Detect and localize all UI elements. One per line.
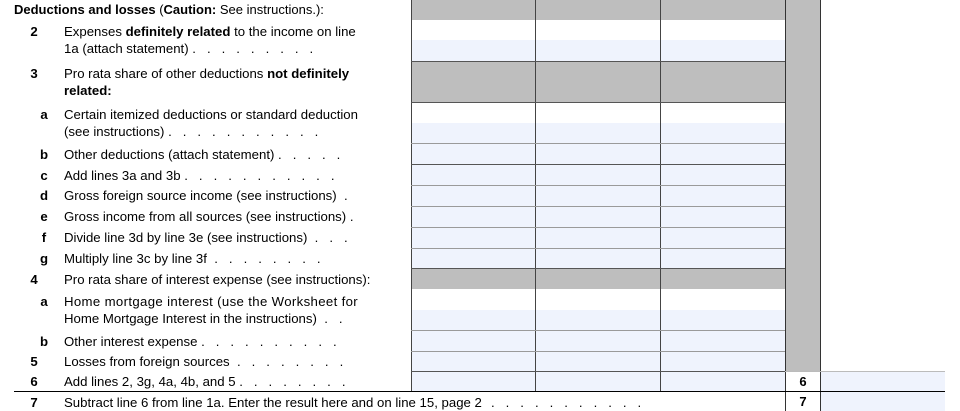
row-rule — [411, 371, 785, 372]
line-2-label — [64, 23, 400, 57]
line-3f-col-c-input[interactable] — [661, 228, 785, 248]
leader-dots: . . . . . . . . . . . — [164, 124, 319, 139]
row-rule — [411, 143, 785, 144]
line-4-label — [64, 271, 400, 288]
line-3e-col-b-input[interactable] — [536, 207, 660, 227]
text: 1a (attach statement) — [64, 41, 189, 56]
line-3e-col-a-input[interactable] — [411, 207, 535, 227]
row-rule — [411, 164, 785, 165]
text: Add lines 2, 3g, 4a, 4b, and 5 — [64, 374, 236, 389]
line-number: 5 — [30, 354, 38, 369]
row-rule — [411, 227, 785, 228]
row-rule — [411, 330, 785, 331]
line-2-col-c-input[interactable] — [661, 40, 785, 61]
line-5-label — [64, 353, 400, 370]
leader-dots: . — [346, 209, 354, 224]
line-3f-col-b-input[interactable] — [536, 228, 660, 248]
row-rule — [411, 268, 785, 269]
row-rule — [411, 102, 785, 103]
row-rule — [411, 351, 785, 352]
section-header — [14, 2, 324, 17]
line-3f-label — [64, 229, 400, 246]
line-5-col-a-input[interactable] — [411, 352, 535, 371]
header-paren: ( — [155, 2, 164, 17]
line-6-box-label: 6 — [785, 372, 821, 392]
amount-columns — [411, 0, 785, 392]
line-number: 3 — [30, 66, 38, 81]
line-3d-col-c-input[interactable] — [661, 186, 785, 206]
column-divider — [660, 0, 661, 392]
text: Other deductions (attach statement) — [64, 147, 275, 162]
text: Certain itemized deductions or standard deduction — [64, 107, 358, 122]
line-4b-col-b-input[interactable] — [536, 331, 660, 351]
leader-dots: . . — [316, 311, 343, 326]
line-6-col-b-input[interactable] — [536, 372, 660, 391]
line-number: 6 — [30, 374, 38, 389]
line-number: 4 — [30, 272, 38, 287]
leader-dots: . . . — [307, 230, 348, 245]
line-3g-col-a-input[interactable] — [411, 249, 535, 268]
line-4a-col-b-input[interactable] — [536, 310, 660, 330]
line-5-col-c-input[interactable] — [661, 352, 785, 371]
shaded-row — [411, 61, 785, 102]
text: Home mortgage interest (use the Worksheet for — [64, 294, 359, 309]
header-title: Deductions and losses — [14, 2, 156, 17]
text: Losses from foreign sources — [64, 354, 230, 369]
text: Home Mortgage Interest in the instructions) — [64, 311, 317, 326]
bold-text: not definitely — [267, 66, 350, 81]
line-3f-col-a-input[interactable] — [411, 228, 535, 248]
text: Pro rata share of other deductions — [64, 66, 268, 81]
text: Add lines 3a and 3b — [64, 168, 181, 183]
text: Multiply line 3c by line 3f — [64, 251, 207, 266]
leader-dots: . . . . . . . . . . . — [180, 168, 335, 183]
text: Other interest expense — [64, 334, 198, 349]
line-3a-col-c-input[interactable] — [661, 123, 785, 143]
line-letter: c — [40, 168, 48, 183]
leader-dots: . . . . . . . . — [235, 374, 346, 389]
line-3c-col-c-input[interactable] — [661, 165, 785, 185]
text: Divide line 3d by line 3e (see instructions) — [64, 230, 308, 245]
spacer-row — [411, 102, 785, 123]
leader-dots: . . . . . . . . — [229, 354, 344, 369]
line-2-col-a-input[interactable] — [411, 40, 535, 61]
line-2-col-b-input[interactable] — [536, 40, 660, 61]
line-3g-col-b-input[interactable] — [536, 249, 660, 268]
line-4a-col-c-input[interactable] — [661, 310, 785, 330]
line-letter: e — [40, 209, 48, 224]
line-3b-col-b-input[interactable] — [536, 144, 660, 164]
leader-dots: . . . . . . . . . — [188, 41, 314, 56]
line-letter: d — [39, 188, 49, 203]
header-caution-text: See instructions.): — [216, 2, 324, 17]
line-3d-col-a-input[interactable] — [411, 186, 535, 206]
line-7-label — [64, 394, 784, 411]
header-caution: Caution: — [163, 2, 217, 17]
line-6-total-input[interactable] — [821, 372, 945, 392]
line-7-box-label: 7 — [785, 392, 821, 411]
line-3d-label — [64, 187, 400, 204]
line-3a-col-a-input[interactable] — [411, 123, 535, 143]
line-3a-label — [64, 106, 400, 140]
text: (see instructions) — [64, 124, 165, 139]
row-rule — [411, 185, 785, 186]
line-letter: g — [39, 251, 49, 266]
text: Subtract line 6 from line 1a. Enter the result here and on line 15, page 2 — [64, 395, 482, 410]
line-3g-label — [64, 250, 400, 267]
line-3c-label — [64, 167, 400, 184]
text: Gross income from all sources (see instructions) — [64, 209, 347, 224]
column-divider — [535, 0, 536, 392]
line-3d-col-b-input[interactable] — [536, 186, 660, 206]
line-4a-label — [64, 293, 400, 327]
leader-dots: . . . . . — [274, 147, 341, 162]
line-number: 2 — [30, 24, 38, 39]
line-3g-col-c-input[interactable] — [661, 249, 785, 268]
line-3b-col-c-input[interactable] — [661, 144, 785, 164]
line-4b-col-c-input[interactable] — [661, 331, 785, 351]
line-number: 7 — [30, 395, 38, 410]
line-3b-col-a-input[interactable] — [411, 144, 535, 164]
row-rule — [411, 248, 785, 249]
line-4b-label — [64, 333, 400, 350]
shaded-row — [411, 0, 785, 20]
line-6-col-a-input[interactable] — [411, 372, 535, 391]
line-6-col-c-input[interactable] — [661, 372, 785, 391]
spacer-row — [411, 20, 785, 40]
line-3e-label — [64, 208, 400, 225]
spacer-row — [411, 289, 785, 310]
leader-dots: . . . . . . . . . . . — [491, 395, 642, 410]
leader-dots: . . . . . . . . — [206, 251, 321, 266]
line-3-label — [64, 65, 400, 99]
text: Gross foreign source income (see instructions) — [64, 188, 337, 203]
text: to the income on line — [230, 24, 356, 39]
line-letter: a — [40, 294, 48, 309]
text: Expenses — [64, 24, 126, 39]
row-rule — [411, 61, 785, 62]
bold-text: related: — [64, 83, 112, 98]
shaded-column — [785, 0, 821, 371]
line-4b-col-a-input[interactable] — [411, 331, 535, 351]
line-3c-col-b-input[interactable] — [536, 165, 660, 185]
leader-dots: . . . . . . . . . . — [197, 334, 337, 349]
text: Pro rata share of interest expense (see instructions): — [64, 272, 371, 287]
line-3a-col-b-input[interactable] — [536, 123, 660, 143]
shaded-row — [411, 268, 785, 289]
line-7-total-input[interactable] — [821, 392, 945, 411]
column-divider — [411, 0, 412, 392]
line-3c-col-a-input[interactable] — [411, 165, 535, 185]
line-5-col-b-input[interactable] — [536, 352, 660, 371]
line-letter: b — [39, 147, 49, 162]
line-letter: a — [40, 107, 48, 122]
line-4a-col-a-input[interactable] — [411, 310, 535, 330]
row-rule — [411, 206, 785, 207]
line-6-label — [64, 373, 400, 390]
line-3b-label — [64, 146, 400, 163]
line-letter: f — [41, 230, 47, 245]
line-3e-col-c-input[interactable] — [661, 207, 785, 227]
bold-text: definitely related — [125, 24, 231, 39]
line-letter: b — [39, 334, 49, 349]
leader-dots: . — [336, 188, 348, 203]
